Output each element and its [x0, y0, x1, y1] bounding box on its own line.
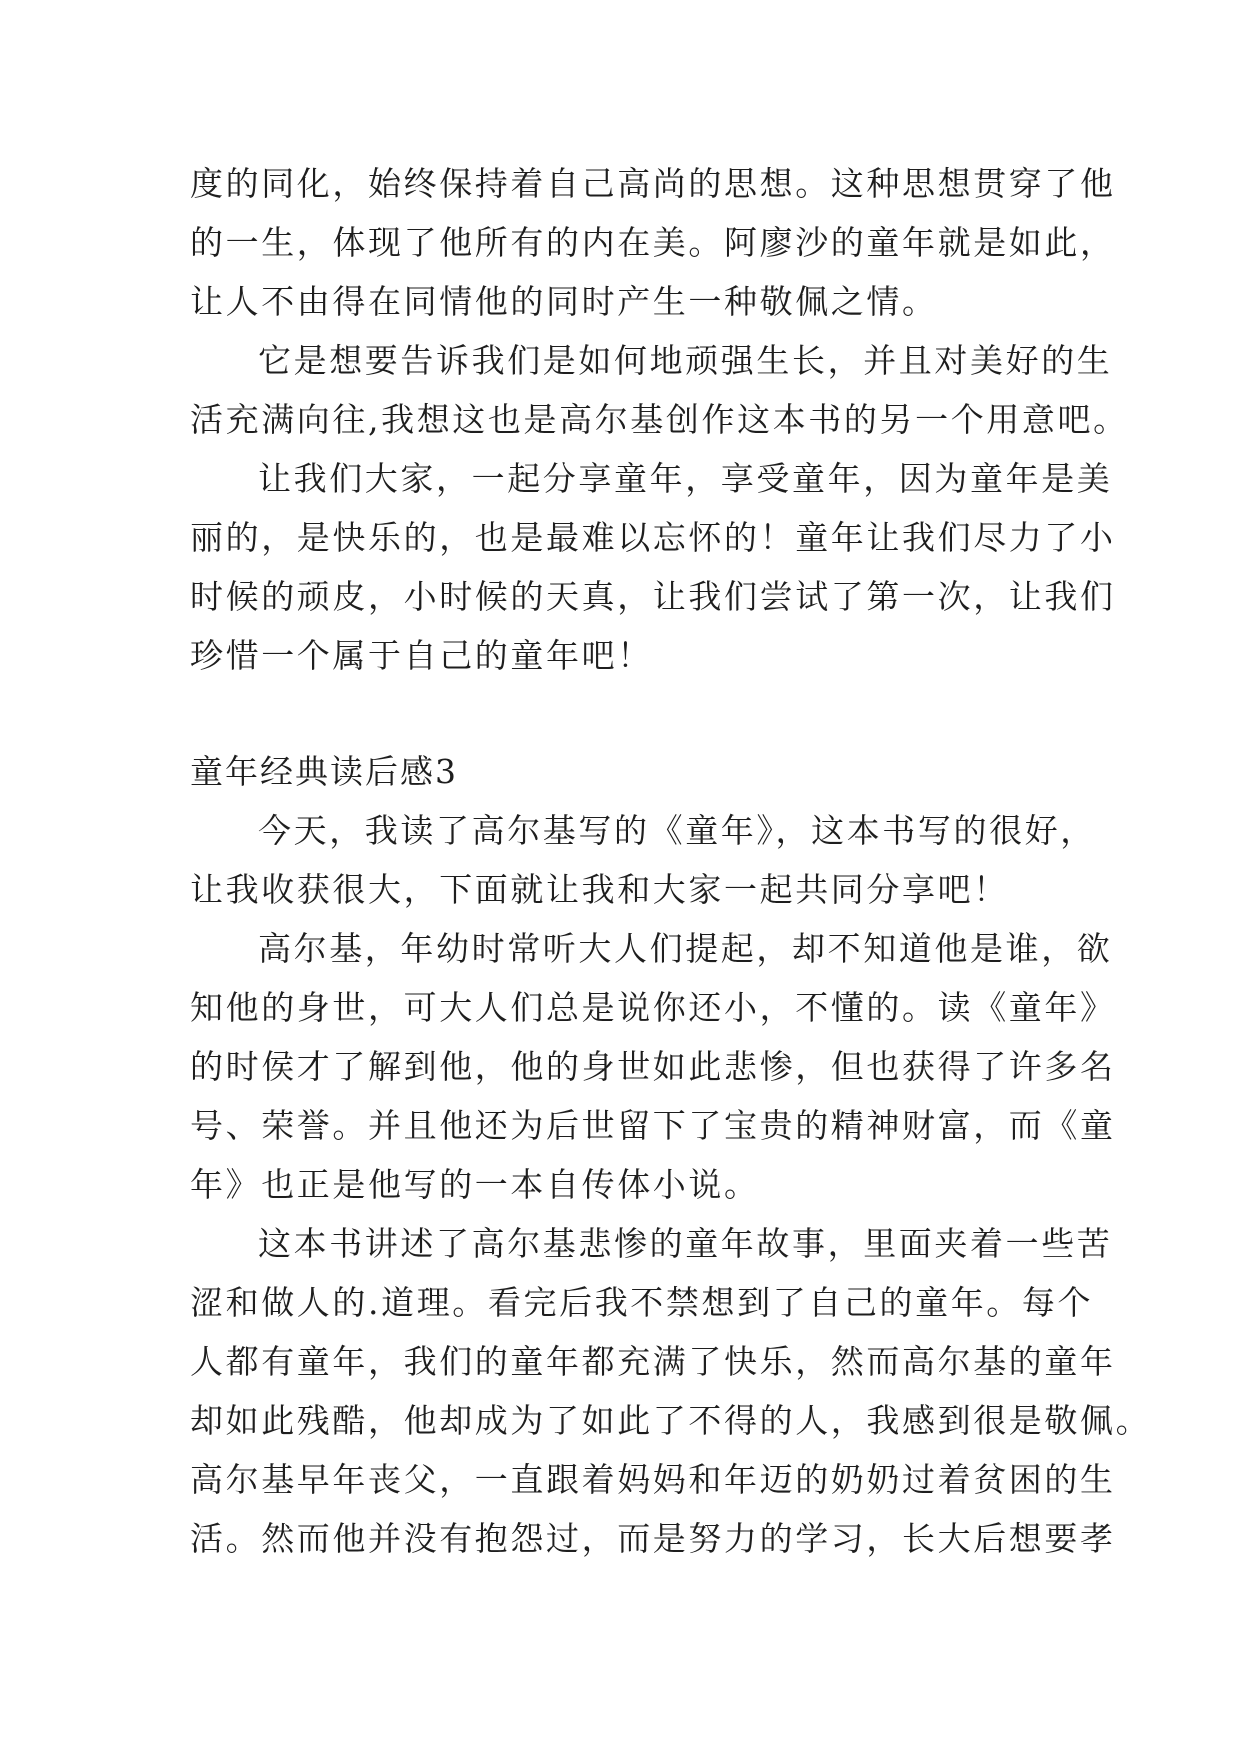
paragraph-1-line-2: 的一生，体现了他所有的内在美。阿廖沙的童年就是如此， [190, 223, 1116, 262]
paragraph-6-line-2: 涩和做人的.道理。看完后我不禁想到了自己的童年。每个 [190, 1283, 1094, 1322]
paragraph-1-line-1: 度的同化，始终保持着自己高尚的思想。这种思想贯穿了他 [190, 164, 1116, 203]
paragraph-6-line-5: 高尔基早年丧父，一直跟着妈妈和年迈的奶奶过着贫困的生 [190, 1460, 1116, 1499]
paragraph-5-line-1: 高尔基，年幼时常听大人们提起，却不知道他是谁，欲 [258, 929, 1113, 968]
paragraph-2-line-1: 它是想要告诉我们是如何地顽强生长，并且对美好的生 [258, 341, 1113, 380]
section-heading: 童年经典读后感3 [190, 752, 458, 791]
paragraph-6-line-3: 人都有童年，我们的童年都充满了快乐，然而高尔基的童年 [190, 1342, 1116, 1381]
paragraph-3-line-4: 珍惜一个属于自己的童年吧！ [190, 636, 653, 675]
paragraph-5-line-4: 号、荣誉。并且他还为后世留下了宝贵的精神财富，而《童 [190, 1106, 1116, 1145]
paragraph-6-line-6: 活。然而他并没有抱怨过，而是努力的学习，长大后想要孝 [190, 1519, 1116, 1558]
paragraph-5-line-3: 的时侯才了解到他，他的身世如此悲惨，但也获得了许多名 [190, 1047, 1116, 1086]
paragraph-3-line-1: 让我们大家，一起分享童年，享受童年，因为童年是美 [258, 459, 1113, 498]
paragraph-1-line-3: 让人不由得在同情他的同时产生一种敬佩之情。 [190, 282, 938, 321]
paragraph-6-line-1: 这本书讲述了高尔基悲惨的童年故事，里面夹着一些苦 [258, 1224, 1113, 1263]
paragraph-5-line-5: 年》也正是他写的一本自传体小说。 [190, 1165, 760, 1204]
paragraph-5-line-2: 知他的身世，可大人们总是说你还小，不懂的。读《童年》 [190, 988, 1116, 1027]
paragraph-3-line-3: 时候的顽皮，小时候的天真，让我们尝试了第一次，让我们 [190, 577, 1116, 616]
paragraph-3-line-2: 丽的，是快乐的，也是最难以忘怀的！童年让我们尽力了小 [190, 518, 1116, 557]
paragraph-4-line-1: 今天，我读了高尔基写的《童年》，这本书写的很好， [258, 811, 1096, 850]
paragraph-6-line-4: 却如此残酷，他却成为了如此了不得的人，我感到很是敬佩。 [190, 1401, 1152, 1440]
paragraph-4-line-2: 让我收获很大，下面就让我和大家一起共同分享吧！ [190, 870, 1009, 909]
paragraph-2-line-2: 活充满向往,我想这也是高尔基创作这本书的另一个用意吧。 [190, 400, 1129, 439]
